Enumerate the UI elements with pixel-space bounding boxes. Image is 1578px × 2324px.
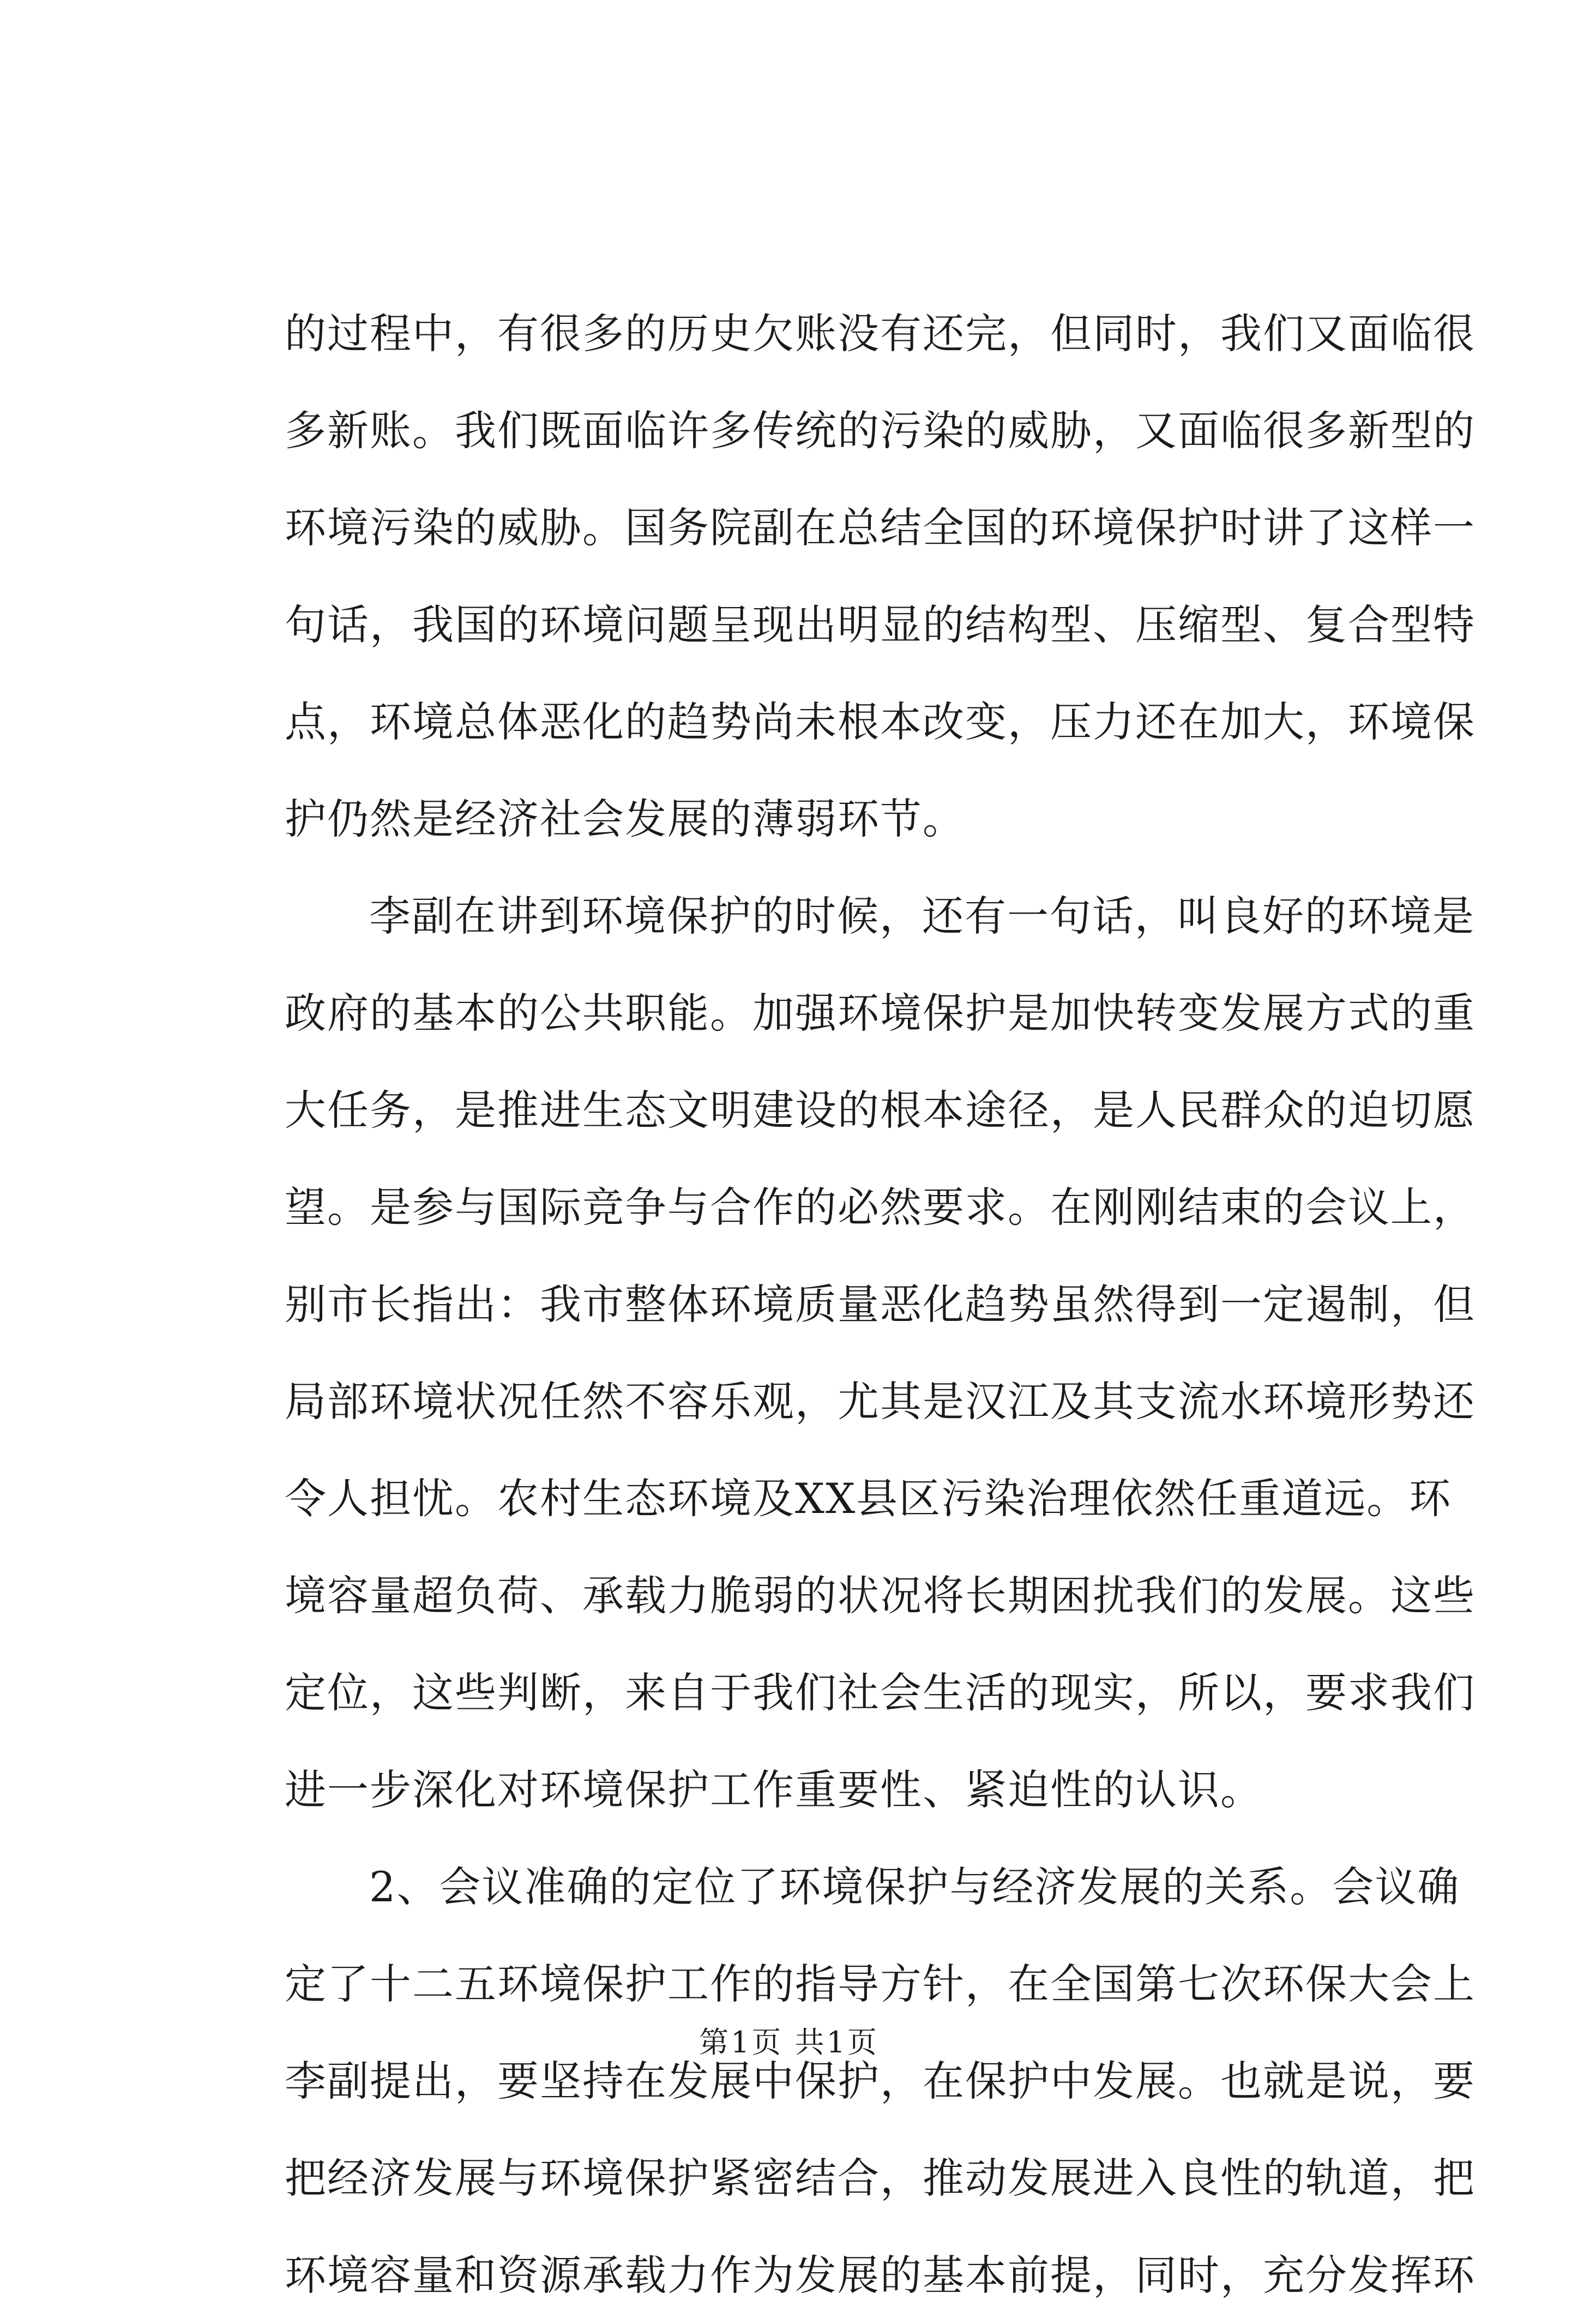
text-line: 局部环境状况任然不容乐观，尤其是汉江及其支流水环境形势还 — [285, 1377, 1475, 1426]
text-line: 境容量超负荷、承载力脆弱的状况将长期困扰我们的发展。这些 — [285, 1571, 1475, 1620]
paragraph-first-line: 2、会议准确的定位了环境保护与经济发展的关系。会议确 — [369, 1863, 1460, 1911]
text-line: 大任务，是推进生态文明建设的根本途径，是人民群众的迫切愿 — [285, 1086, 1475, 1134]
paragraph-first-line: 李副在讲到环境保护的时候，还有一句话，叫良好的环境是 — [369, 892, 1475, 940]
text-line: 环境污染的威胁。国务院副在总结全国的环境保护时讲了这样一 — [285, 503, 1475, 552]
document-body — [285, 285, 1475, 2324]
text-line: 定了十二五环境保护工作的指导方针，在全国第七次环保大会上 — [285, 1960, 1475, 2008]
text-line: 李副提出，要坚持在发展中保护，在保护中发展。也就是说，要 — [285, 2057, 1475, 2105]
text-line: 政府的基本的公共职能。加强环境保护是加快转变发展方式的重 — [285, 989, 1475, 1037]
text-line: 别市长指出：我市整体环境质量恶化趋势虽然得到一定遏制，但 — [285, 1280, 1475, 1329]
text-line: 多新账。我们既面临许多传统的污染的威胁，又面临很多新型的 — [285, 406, 1475, 455]
text-line: 令人担忧。农村生态环境及XX县区污染治理依然任重道远。环 — [285, 1474, 1452, 1523]
text-line: 护仍然是经济社会发展的薄弱环节。 — [285, 795, 965, 843]
text-line: 环境容量和资源承载力作为发展的基本前提，同时，充分发挥环 — [285, 2251, 1475, 2299]
page-footer: 第1页 共1页 — [699, 2025, 879, 2059]
text-line: 定位，这些判断，来自于我们社会生活的现实，所以，要求我们 — [285, 1668, 1475, 1717]
text-line: 点，环境总体恶化的趋势尚未根本改变，压力还在加大，环境保 — [285, 698, 1475, 746]
text-line: 的过程中，有很多的历史欠账没有还完，但同时，我们又面临很 — [285, 309, 1475, 358]
text-line: 把经济发展与环境保护紧密结合，推动发展进入良性的轨道，把 — [285, 2154, 1475, 2202]
text-line: 句话，我国的环境问题呈现出明显的结构型、压缩型、复合型特 — [285, 600, 1475, 649]
text-line: 进一步深化对环境保护工作重要性、紧迫性的认识。 — [285, 1765, 1263, 1814]
text-line: 望。是参与国际竞争与合作的必然要求。在刚刚结束的会议上， — [285, 1183, 1475, 1232]
